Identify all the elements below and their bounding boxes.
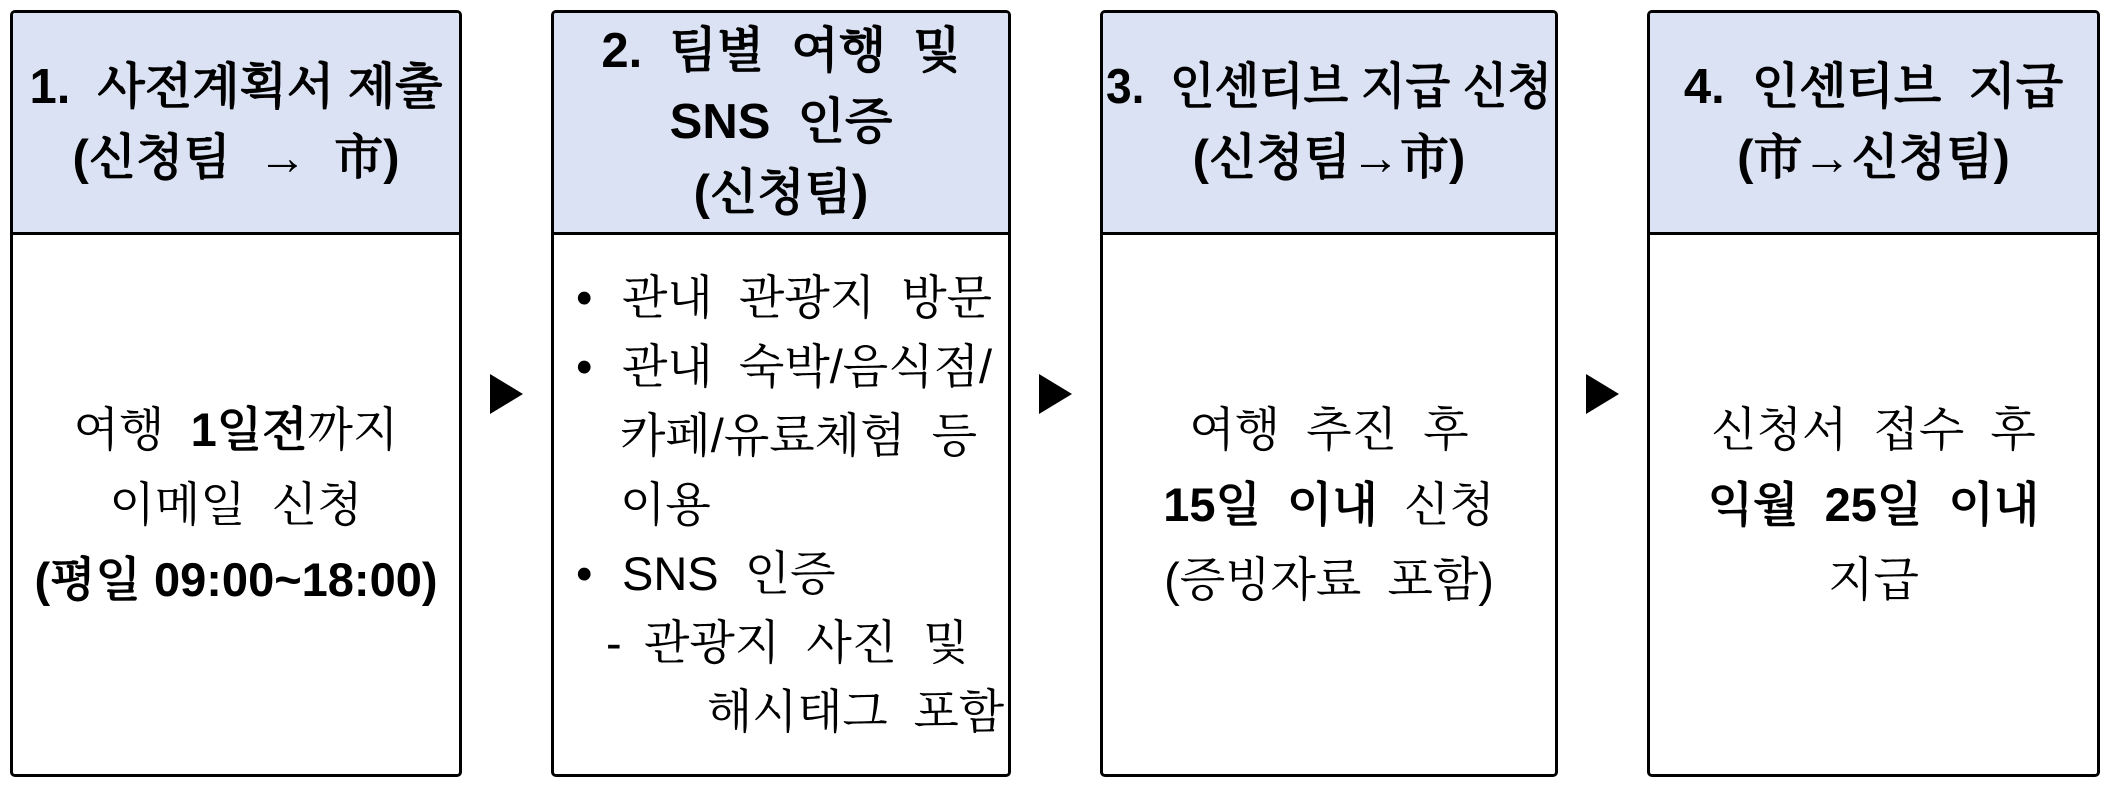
body-text-bold: 익월 25일 이내 — [1707, 478, 2040, 531]
list-item-text: SNS 인증 — [622, 547, 836, 600]
list-item-text: 해시태그 포함 — [707, 685, 1005, 738]
list-item-text: 관광지 사진 및 — [644, 616, 969, 669]
list-item — [576, 608, 1008, 677]
step-box-4 — [1647, 10, 2100, 777]
body-text: 까지 — [307, 403, 399, 456]
body-line — [13, 392, 459, 467]
right-triangle-icon — [1039, 374, 1072, 414]
body-text: 여행 추진 후 — [1189, 403, 1469, 456]
header-line: 3. 인센티브 지급 신청 — [1105, 59, 1553, 114]
header-line: (신청팀) — [693, 166, 869, 220]
list-item-text: 카페/유료체험 등 — [620, 409, 977, 462]
header-line: (市→신청팀) — [1737, 130, 2010, 185]
body-line — [1650, 467, 2097, 542]
list-item — [576, 401, 1008, 470]
step-4-body — [1650, 235, 2097, 774]
list-item-text: 관내 숙박/음식점/ — [622, 340, 993, 393]
body-line-text — [34, 542, 437, 617]
list-item — [576, 677, 1008, 746]
body-line-text — [1164, 542, 1494, 617]
header-line: 1. 사전계획서 제출 — [29, 59, 443, 114]
body-line-text — [109, 467, 362, 542]
body-line — [1103, 467, 1555, 542]
body-text-bold: (평일 09:00~18:00) — [34, 553, 438, 606]
list-item — [576, 263, 1008, 332]
body-text: 이메일 신청 — [109, 478, 363, 531]
flow-arrow-1 — [462, 10, 551, 777]
body-text-bold: 15일 이내 — [1163, 478, 1378, 531]
step-4-header — [1650, 13, 2097, 235]
header-line: (신청팀 → 市) — [72, 130, 400, 185]
step-2-header — [554, 13, 1008, 235]
body-line-text — [1189, 392, 1468, 467]
header-line: SNS 인증 — [669, 95, 893, 149]
right-triangle-icon — [490, 374, 523, 414]
list-item-text: 이용 — [620, 478, 711, 531]
bullet-icon: • — [576, 547, 593, 600]
body-text: 여행 — [73, 403, 191, 456]
right-triangle-icon — [1586, 374, 1619, 414]
list-item — [576, 470, 1008, 539]
body-text-bold: 1일전 — [190, 403, 308, 456]
body-text: 신청 — [1377, 478, 1495, 531]
header-line: 4. 인센티브 지급 — [1683, 59, 2064, 114]
list-item — [576, 539, 1008, 608]
step-box-2 — [551, 10, 1011, 777]
body-text: 신청서 접수 후 — [1711, 403, 2036, 456]
step-3-header — [1103, 13, 1555, 235]
dash-icon: - — [606, 616, 622, 669]
body-line-text — [74, 392, 399, 467]
body-line-text — [1828, 542, 1919, 617]
step-3-body — [1103, 235, 1555, 774]
body-text: (증빙자료 포함) — [1164, 553, 1494, 606]
header-line: (신청팀→市) — [1192, 130, 1466, 185]
body-line — [1103, 542, 1555, 617]
body-line-text — [1711, 392, 2036, 467]
list-item-text: 관내 관광지 방문 — [622, 271, 993, 324]
body-line — [13, 467, 459, 542]
flow-arrow-3 — [1558, 10, 1647, 777]
step-1-body — [13, 235, 459, 774]
body-line — [1650, 392, 2097, 467]
bullet-icon: • — [576, 340, 593, 393]
body-line-text — [1163, 467, 1495, 542]
body-line — [13, 542, 459, 617]
body-text: 지급 — [1828, 553, 1919, 606]
step-2-body — [554, 235, 1008, 774]
step-box-3 — [1100, 10, 1558, 777]
bullet-icon: • — [576, 271, 593, 324]
body-line — [1650, 542, 2097, 617]
step-1-header — [13, 13, 459, 235]
step-box-1 — [10, 10, 462, 777]
header-line: 2. 팀별 여행 및 — [601, 24, 961, 78]
list-item — [576, 332, 1008, 401]
body-line — [1103, 392, 1555, 467]
body-line-text — [1708, 467, 2040, 542]
flow-arrow-2 — [1011, 10, 1100, 777]
